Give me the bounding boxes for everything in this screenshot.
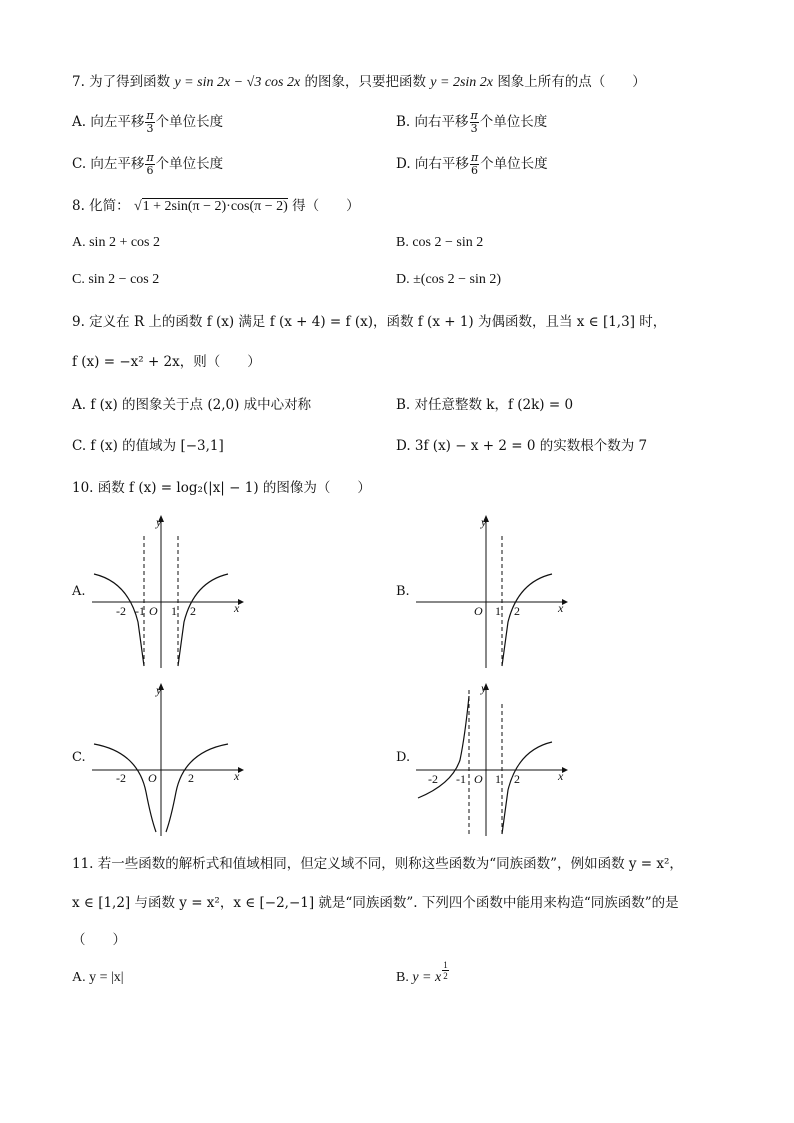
q7-stem-text-3: 图象上所有的点（ ） [497,74,646,90]
q7-option-a-suffix: 个单位长度 [155,114,224,130]
q7-stem-text-2: 的图象，只要把函数 [304,74,426,90]
origin-label: O [474,772,483,786]
q8-option-c: C. sin 2 − cos 2 [72,272,160,287]
q7-option-c-suffix: 个单位长度 [155,156,224,172]
q10-graph-b [412,512,572,672]
q11-stem-line-1: 11. 若一些函数的解析式和值域相同，但定义域不同，则称这些函数为“同族函数”，例如函数 y = x²， [72,856,683,872]
curve-right [166,744,228,832]
q11-option-b-exponent [442,960,449,981]
q7-option-d-fraction [470,152,479,177]
tick-label: 2 [514,772,520,786]
frac-den: 6 [471,164,479,177]
q8-radicand: 1 + 2sin(π − 2)·cos(π − 2) [142,199,288,214]
q9-option-b: B. 对任意整数 k，f (2k) = 0 [396,397,574,413]
frac-num: π [470,109,478,122]
x-axis-label: x [558,769,564,783]
y-axis-label: y [481,515,487,529]
q8-option-b: B. cos 2 − sin 2 [396,235,484,250]
q11-option-b-label: B. [396,970,409,985]
q7-option-d [396,152,548,177]
origin-label: O [148,771,157,785]
curve-right [502,574,552,666]
q11-stem-line-3: （ ） [72,932,126,948]
q9-option-c: C. f (x) 的值域为 [−3,1] [72,438,224,454]
curve-left [94,744,156,832]
origin-label: O [149,604,158,618]
tick-label: -1 [135,604,145,618]
q7-option-b-text: B. 向右平移 [396,114,469,130]
q9-stem-line-1: 9. 定义在 R 上的函数 f (x) 满足 f (x + 4) = f (x)，函数 f (x + 1) 为偶函数，且当 x ∈ [1,3] 时， [72,314,667,330]
q9-stem-line-2: f (x) = −x² + 2x，则（ ） [72,354,261,370]
q10-graph-c [88,680,248,840]
q11-option-b [396,960,450,988]
q10-option-b-label: B. [396,584,410,599]
tick-label: 1 [495,604,501,618]
x-axis-label: x [234,601,240,615]
q8-option-a: A. sin 2 + cos 2 [72,235,161,250]
q7-equation-1: y = sin 2x − √3 cos 2x [174,75,301,90]
x-axis-label: x [558,601,564,615]
q7-option-a [72,110,223,135]
q7-option-a-fraction [145,110,154,135]
tick-label: 1 [171,604,177,618]
y-axis-label: y [156,515,162,529]
q8-stem-text: 8. 化简： [72,198,130,214]
q11-option-b-expr: y = x [412,970,442,985]
tick-label: 2 [188,771,194,785]
q7-option-a-text: A. 向左平移 [72,114,145,130]
curve-right [502,742,552,834]
q7-equation-2: y = 2sin 2x [430,75,494,90]
q8-option-d: D. ±(cos 2 − sin 2) [396,272,502,287]
q11-stem-line-2: x ∈ [1,2] 与函数 y = x²，x ∈ [−2,−1] 就是“同族函数”. 下列四个函数中能用来构造“同族函数”的是 [72,895,679,911]
q8-stem [72,196,360,217]
tick-label: -2 [116,604,126,618]
q7-option-b [396,110,547,135]
tick-label: -2 [116,771,126,785]
q7-stem-text: 7. 为了得到函数 [72,74,171,90]
tick-label: 1 [495,772,501,786]
frac-num: π [146,151,154,164]
frac-den: 6 [146,164,154,177]
q7-option-c-text: C. 向左平移 [72,156,145,172]
tick-label: 2 [190,604,196,618]
exp-den: 2 [443,971,448,981]
q10-option-a-label: A. [72,584,86,599]
y-axis-label: y [481,681,487,695]
frac-num: π [146,109,154,122]
q10-option-d-label: D. [396,750,411,765]
frac-den: 3 [470,122,478,135]
q7-option-c-fraction [145,152,154,177]
q9-option-d: D. 3f (x) − x + 2 = 0 的实数根个数为 7 [396,438,648,454]
origin-label: O [474,604,483,618]
q10-option-c-label: C. [72,750,86,765]
q7-option-d-text: D. 向右平移 [396,156,469,172]
frac-den: 3 [146,122,154,135]
q8-stem-suffix: 得（ ） [292,198,360,214]
q10-graph-d [412,680,572,840]
q7-option-d-suffix: 个单位长度 [480,156,548,172]
tick-label: -1 [456,772,466,786]
x-axis-label: x [234,769,240,783]
q7-stem [72,72,646,93]
exp-num: 1 [443,960,448,970]
curve-right [178,574,228,666]
q7-option-b-fraction [470,110,479,135]
tick-label: 2 [514,604,520,618]
q7-option-c [72,152,223,177]
q8-radical: √1 + 2sin(π − 2)·cos(π − 2) [133,199,288,214]
y-axis-label: y [156,683,162,697]
q7-option-b-suffix: 个单位长度 [479,114,548,130]
curve-left [94,574,144,666]
q9-option-a: A. f (x) 的图象关于点 (2,0) 成中心对称 [72,397,312,413]
tick-label: -2 [428,772,438,786]
q10-graph-a [88,512,248,672]
frac-num: π [470,151,479,164]
q11-option-a: A. y = |x| [72,970,124,985]
q10-stem: 10. 函数 f (x) = log₂(|x| − 1) 的图像为（ ） [72,480,371,496]
